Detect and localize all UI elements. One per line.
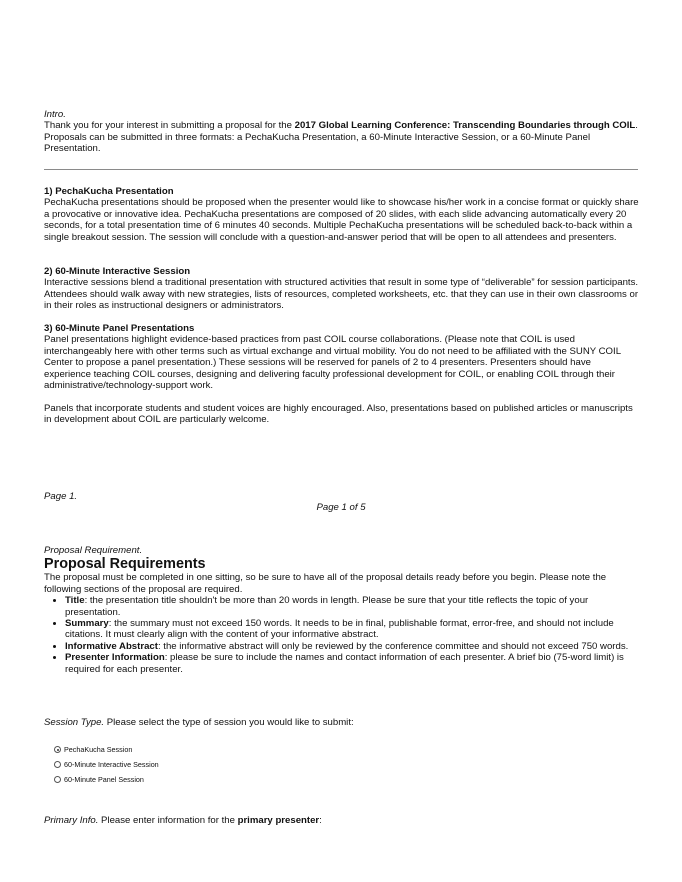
intro-section <box>44 109 639 155</box>
format-title: 3) 60-Minute Panel Presentations <box>44 323 195 334</box>
requirement-term: Summary <box>65 618 109 630</box>
format-description: Interactive sessions blend a traditional presentation with structured activities that result in some type of “deliverable” for session participants. Attendees should walk away with new strategies, lists of resources, completed worksheets, etc. that they can use in their own classrooms or in their roles as instructional designers or administrators. <box>44 277 639 312</box>
requirement-text: : the summary must not exceed 150 words. It needs to be in final, publishable format, error-free, and should not include citations. It must clearly align with the content of your informative abstract. <box>65 618 614 641</box>
session-type-prompt <box>44 717 639 728</box>
conference-name: 2017 Global Learning Conference: Transcending Boundaries through COIL <box>294 120 636 132</box>
intro-text-part: . Proposals can be submitted in three formats: a PechaKucha Presentation, a 60-Minute Interactive Session, or a 60-Minute Panel Presentation. <box>44 120 638 155</box>
page-footer: Page 1 of 5 <box>316 502 366 513</box>
primary-info-text: Please enter information for the <box>98 815 238 826</box>
format-title: 1) PechaKucha Presentation <box>44 186 174 197</box>
proposal-heading: Proposal Requirements <box>44 556 206 573</box>
session-option-panel[interactable] <box>54 775 144 784</box>
session-option-label: 60-Minute Interactive Session <box>64 760 159 769</box>
session-option-label: 60-Minute Panel Session <box>64 775 144 784</box>
radio-button-selected[interactable] <box>54 746 61 753</box>
page-label: Page 1. <box>44 491 78 502</box>
panels-note-text: Panels that incorporate students and student voices are highly encouraged. Also, presentations based on published articles or manuscripts in development about COIL are particularly welcome. <box>44 403 633 426</box>
requirement-term: Presenter Information <box>65 652 165 664</box>
requirement-item <box>65 652 639 675</box>
primary-presenter-emphasis: primary presenter <box>237 815 320 826</box>
format-interactive <box>44 266 639 312</box>
session-option-pechakucha[interactable] <box>54 745 132 754</box>
requirement-text: : the presentation title shouldn't be more than 20 words in length. Please be sure that your title reflects the topic of your presentation. <box>65 595 589 618</box>
proposal-intro: The proposal must be completed in one sitting, so be sure to have all of the proposal details ready before you begin. Please note the following sections of the proposal are required. <box>44 572 607 595</box>
radio-button[interactable] <box>54 776 61 783</box>
requirement-text: : the informative abstract will only be reviewed by the conference committee and should not exceed 750 words. <box>157 640 629 652</box>
format-panel <box>44 323 639 391</box>
panels-note <box>44 403 639 426</box>
proposal-label: Proposal Requirement. <box>44 545 143 556</box>
primary-info-prompt <box>44 815 639 826</box>
requirement-term: Informative Abstract <box>65 640 158 652</box>
session-option-label: PechaKucha Session <box>64 745 133 754</box>
intro-heading: Intro. <box>44 109 66 120</box>
requirement-item <box>65 595 639 618</box>
session-option-interactive[interactable] <box>54 760 159 769</box>
primary-info-text-end: : <box>319 815 322 826</box>
section-divider <box>44 169 638 170</box>
format-title: 2) 60-Minute Interactive Session <box>44 266 191 277</box>
primary-info-label: Primary Info. <box>44 815 99 826</box>
format-description: PechaKucha presentations should be proposed when the presenter would like to showcase his/her work in a concise format or quickly share a provocative or innovative idea. PechaKucha presentations are composed of 20 slides, with each slide advancing automatically every 20 seconds, for a total presentation time of 6 minutes 40 seconds. Multiple PechaKucha presentations will be scheduled back-to-back within a single breakout session. The session will conclude with a question-and-answer period that will be open to all attendees and presenters. <box>44 197 639 243</box>
session-type-label: Session Type. <box>44 717 105 728</box>
format-description: Panel presentations highlight evidence-based practices from past COIL course collaborations. (Please note that COIL is used interchangeably here with other terms such as virtual exchange and virtual mobility. You do not need to be affiliated with the SUNY COIL Center to propose a panel presentation.) These sessions will be reserved for panels of 2 to 4 presenters. Presenters should have experience teaching COIL courses, designing and delivering faculty professional development for COIL, or enabling COIL through their administrative/technology-support work. <box>44 334 621 392</box>
requirements-list <box>44 595 639 675</box>
proposal-section <box>44 545 639 675</box>
requirement-term: Title <box>65 595 85 607</box>
session-type-question: Please select the type of session you would like to submit: <box>104 717 354 728</box>
intro-text-part: Thank you for your interest in submitting a proposal for the <box>44 120 295 132</box>
format-pechakucha <box>44 186 639 243</box>
requirement-item <box>65 641 639 652</box>
requirement-text: : please be sure to include the names and contact information of each presenter. A brief bio (75-word limit) is required for each presenter. <box>65 652 624 675</box>
radio-button[interactable] <box>54 761 61 768</box>
intro-text <box>44 120 639 154</box>
requirement-item <box>65 618 639 641</box>
